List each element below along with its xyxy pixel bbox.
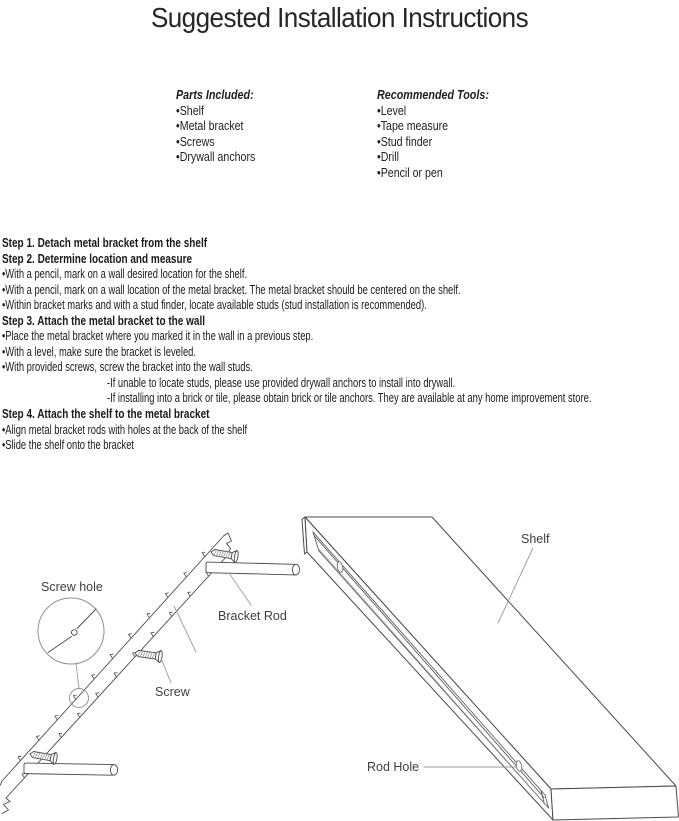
screw-leader-line — [161, 658, 171, 683]
magnifier-connector-line — [76, 664, 79, 689]
step-line: •With a pencil, mark on a wall desired location for the shelf. — [2, 267, 248, 282]
bracket-rod-top — [206, 562, 300, 575]
screw-hole-label: Screw hole — [41, 580, 103, 594]
bracket-rod-label: Bracket Rod — [218, 609, 287, 623]
list-item: •Tape measure — [377, 119, 449, 134]
rod-hole-label: Rod Hole — [367, 760, 420, 774]
screw-bottom — [29, 748, 58, 764]
list-item: •Stud finder — [377, 134, 433, 149]
screw-hole-callout — [38, 598, 104, 708]
shelf-right-end-face — [551, 786, 679, 820]
screw-middle — [134, 647, 163, 662]
step-line: •Align metal bracket rods with holes at the back of the shelf — [2, 422, 248, 437]
bracket-leader-line — [174, 606, 196, 652]
shelf-label: Shelf — [521, 532, 550, 546]
list-item: •Screws — [176, 134, 215, 149]
list-item: •Drywall anchors — [176, 150, 256, 165]
magnified-screw-hole — [72, 630, 78, 636]
step-line: Step 2. Determine location and measure — [2, 251, 193, 266]
bracket-edge-back — [0, 536, 224, 786]
list-item: •Shelf — [176, 103, 204, 118]
step-line: •Place the metal bracket where you marked it in the wall in a previous step. — [2, 329, 314, 344]
step-line: Step 1. Detach metal bracket from the shelf — [2, 236, 208, 250]
recommended-tools-header: Recommended Tools: — [377, 88, 489, 102]
step-line: Step 4. Attach the shelf to the metal bracket — [2, 407, 210, 422]
step-line: -If unable to locate studs, please use provided drywall anchors to install into drywall. — [107, 375, 456, 390]
step-line: •With a level, make sure the bracket is leveled. — [2, 344, 196, 359]
shelf-drawing — [302, 517, 679, 820]
screw-hole-marker-circle — [70, 689, 89, 708]
screw-top — [210, 546, 239, 562]
list-item: •Pencil or pen — [377, 165, 443, 180]
step-line: Step 3. Attach the metal bracket to the wall — [2, 313, 206, 328]
page-title: Suggested Installation Instructions — [150, 2, 529, 33]
parts-included-header: Parts Included: — [176, 88, 254, 102]
step-line: •Within bracket marks and with a stud finder, locate available studs (stud installation is recommended). — [2, 298, 427, 313]
step-line: •With provided screws, screw the bracket into the wall studs. — [2, 360, 253, 375]
bracket-rod-bottom — [24, 763, 118, 775]
step-line: -If installing into a brick or tile, please obtain brick or tile anchors. They are available at any home improvement store. — [107, 391, 592, 406]
screw-label: Screw — [155, 685, 190, 699]
magnifier-circle — [38, 598, 104, 664]
list-item: •Drill — [377, 150, 400, 165]
bracket-rod-leader-line — [229, 573, 251, 605]
step-line: •Slide the shelf onto the bracket — [2, 438, 135, 453]
step-line: •With a pencil, mark on a wall location of the metal bracket. The metal bracket should be centered on the shelf. — [2, 282, 461, 297]
list-item: •Metal bracket — [176, 119, 244, 134]
list-item: •Level — [377, 103, 407, 118]
